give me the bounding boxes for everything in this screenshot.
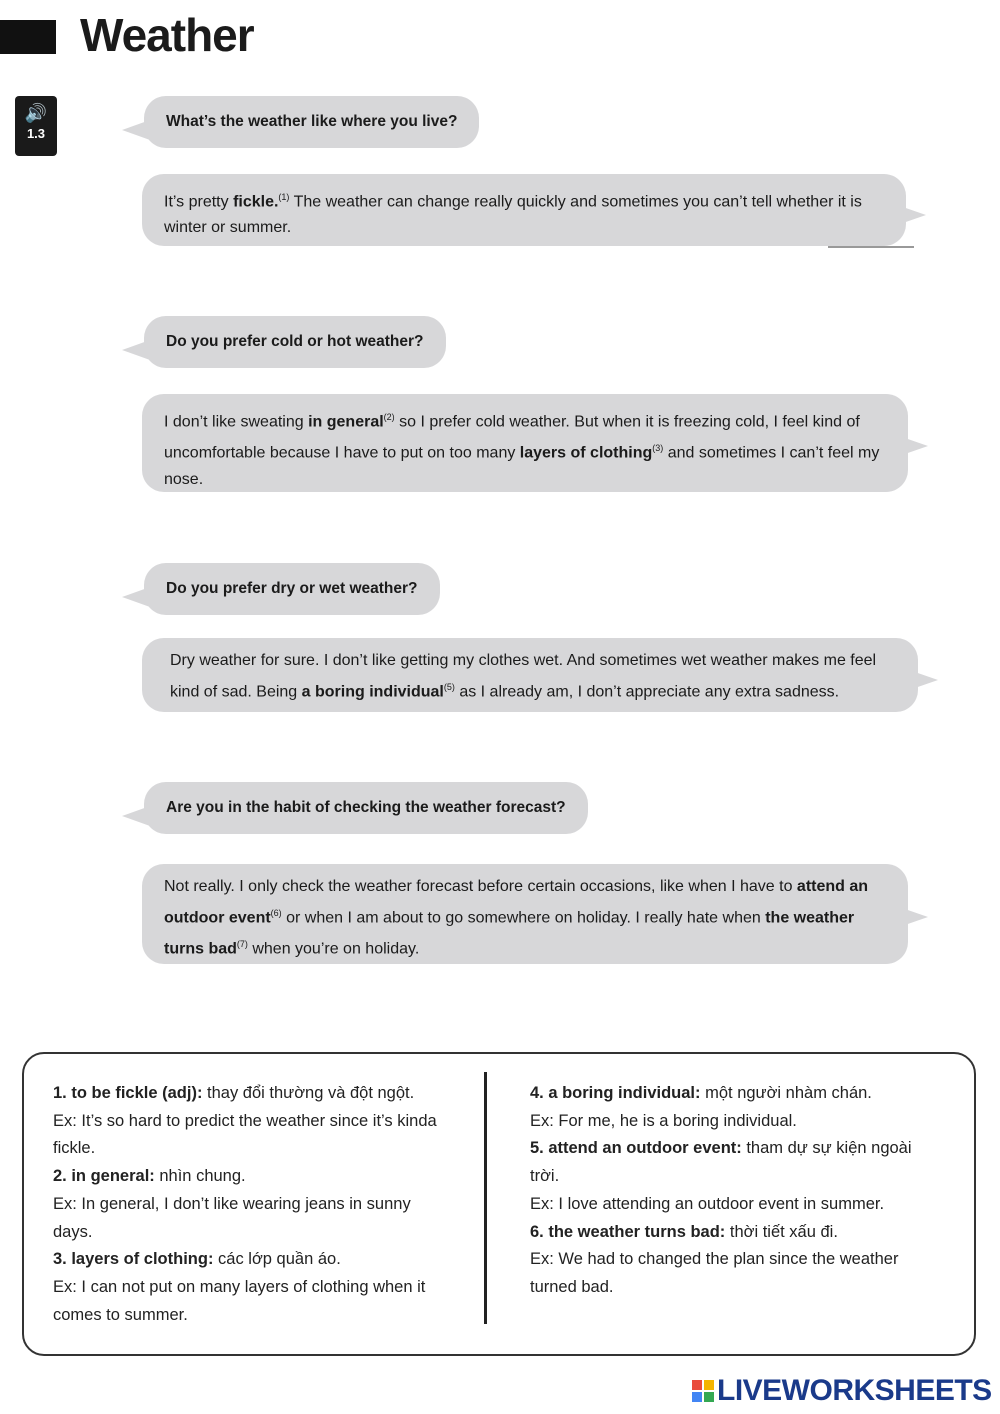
answer-bubble-1 xyxy=(142,174,906,246)
vocab-term-line xyxy=(530,1080,924,1108)
vocabulary-divider xyxy=(484,1072,487,1324)
vocabulary-right-column xyxy=(530,1080,924,1302)
answer-text: Not really. I only check the weather forecast before certain occasions, like when I have to xyxy=(164,878,797,895)
vocab-example: Ex: It’s so hard to predict the weather since it’s kinda fickle. xyxy=(53,1111,437,1158)
question-bubble-2 xyxy=(144,316,446,368)
key-phrase: the weather turns bad xyxy=(164,909,855,958)
liveworksheets-logo xyxy=(692,1374,992,1408)
key-phrase: layers of clothing xyxy=(519,444,653,462)
vocab-term-line xyxy=(530,1135,924,1190)
answer-text: Dry weather for sure. I don’t like getting my clothes wet. And sometimes wet weather makes me feel kind of sad. Being xyxy=(170,652,877,701)
question-bubble-4 xyxy=(144,782,588,834)
answer-text: when you’re on holiday. xyxy=(247,940,420,958)
vocab-definition: thời tiết xấu đi. xyxy=(725,1222,838,1241)
vocab-term: 2. in general: xyxy=(53,1167,155,1186)
vocab-example: Ex: We had to changed the plan since the weather turned bad. xyxy=(530,1250,899,1296)
answer-bubble-2 xyxy=(142,394,908,492)
title-marker xyxy=(0,20,56,54)
vocab-term-line xyxy=(53,1246,437,1274)
vocab-term: 5. attend an outdoor event: xyxy=(530,1139,742,1158)
audio-track-button[interactable] xyxy=(15,96,57,156)
logo-icon xyxy=(692,1380,714,1402)
page-title: Weather xyxy=(80,9,254,61)
footnote-ref: (7) xyxy=(236,939,248,950)
vocab-term: 1. to be fickle (adj): xyxy=(53,1084,203,1102)
vocab-term-line xyxy=(530,1219,924,1247)
question-text: What’s the weather like where you live? xyxy=(166,113,458,130)
vocab-definition: tham dự sự kiện ngoài trời. xyxy=(530,1139,912,1186)
vocab-example: Ex: I love attending an outdoor event in summer. xyxy=(530,1194,885,1213)
logo-text: LIVEWORKSHEETS xyxy=(717,1374,992,1407)
speaker-icon: 🔊 xyxy=(24,103,48,123)
answer-text: or when I am about to go somewhere on holiday. I really hate when xyxy=(281,909,766,927)
footnote-ref: (5) xyxy=(443,682,455,692)
vocab-definition: nhìn chung. xyxy=(154,1167,246,1186)
answer-text: It’s pretty xyxy=(164,193,234,211)
vocab-term: 3. layers of clothing: xyxy=(53,1250,214,1269)
vocab-term: 6. the weather turns bad: xyxy=(530,1222,726,1241)
vocab-example: Ex: For me, he is a boring individual. xyxy=(530,1111,797,1130)
vocab-term-line xyxy=(53,1080,437,1108)
key-phrase: attend an outdoor event xyxy=(164,878,869,927)
question-text: Do you prefer dry or wet weather? xyxy=(166,580,418,597)
audio-track-number: 1.3 xyxy=(26,126,46,141)
answer-text: and sometimes I can’t feel my nose. xyxy=(164,444,880,488)
question-text: Are you in the habit of checking the weather forecast? xyxy=(166,799,566,816)
vocab-definition: thay đổi thường và đột ngột. xyxy=(202,1084,415,1102)
answer-underline xyxy=(828,246,914,248)
question-bubble-3 xyxy=(144,563,440,615)
vocab-example: Ex: In general, I don’t like wearing jeans in sunny days. xyxy=(53,1194,411,1241)
answer-bubble-3 xyxy=(142,638,918,712)
vocab-term-line xyxy=(53,1163,437,1191)
footnote-ref: (6) xyxy=(270,908,282,918)
vocab-definition: các lớp quần áo. xyxy=(213,1250,341,1269)
footnote-ref: (1) xyxy=(278,192,290,202)
answer-text: so I prefer cold weather. But when it is freezing cold, I feel kind of uncomfortable because I have to put on too many xyxy=(164,413,860,462)
answer-text: The weather can change really quickly and sometimes you can’t tell whether it is winter or summer. xyxy=(164,193,862,237)
question-text: Do you prefer cold or hot weather? xyxy=(166,333,424,350)
footnote-ref: (2) xyxy=(383,412,395,422)
answer-text: I don’t like sweating xyxy=(164,413,309,431)
question-bubble-1 xyxy=(144,96,479,148)
vocab-definition: một người nhàm chán. xyxy=(700,1084,872,1102)
vocabulary-left-column xyxy=(53,1080,437,1329)
footnote-ref: (3) xyxy=(652,443,664,454)
key-phrase: fickle. xyxy=(233,193,279,211)
answer-bubble-4 xyxy=(142,864,908,964)
vocab-example: Ex: I can not put on many layers of clothing when it comes to summer. xyxy=(53,1277,426,1324)
vocab-term: 4. a boring individual: xyxy=(530,1084,701,1102)
key-phrase: a boring individual xyxy=(301,683,444,701)
answer-text: as I already am, I don’t appreciate any extra sadness. xyxy=(454,683,840,701)
key-phrase: in general xyxy=(308,413,384,431)
